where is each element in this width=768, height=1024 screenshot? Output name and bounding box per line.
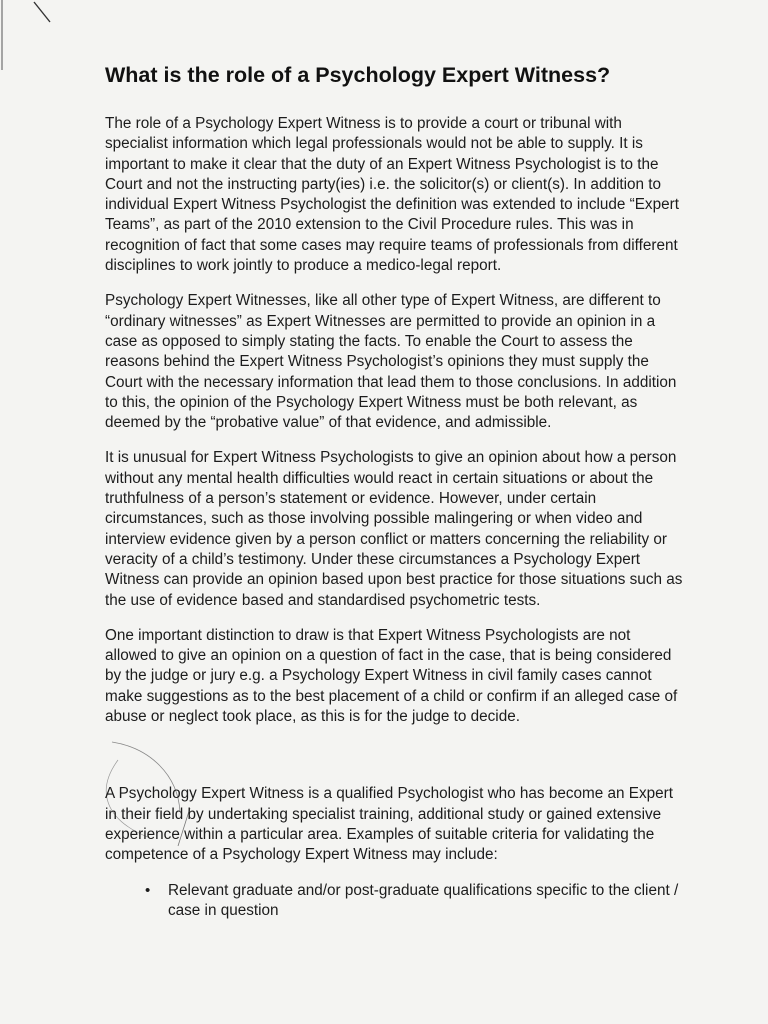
criteria-list [105,881,685,922]
paragraph-opinion-vs-facts: Psychology Expert Witnesses, like all other type of Expert Witness, are different to “ordinary witnesses” as Expert Witnesses are permitted to provide an opinion in a case as opposed to simply stating the facts. To enable the Court to assess the reasons behind the Expert Witness Psychologist’s opinions they must supply the Court with the necessary information that lead them to those conclusions. In addition to this, the opinion of the Psychology Expert Witness must be both relevant, as deemed by the “probative value” of that evidence, and admissible. [105,292,677,432]
paragraph-role-definition: The role of a Psychology Expert Witness is to provide a court or tribunal with specialist information which legal professionals would not be able to supply. It is important to make it clear that the duty of an Expert Witness Psychologist is to the Court and not the instructing party(ies) i.e. the solicitor(s) or client(s). In addition to individual Expert Witness Psychologist the definition was extended to include “Expert Teams”, as part of the 2010 extension to the Civil Procedure rules. This was in recognition of fact that some cases may require teams of professionals from different disciplines to work jointly to produce a medico-legal report. [105,115,679,275]
section-gap [105,742,685,784]
paragraph-unusual-circumstances: It is unusual for Expert Witness Psychologists to give an opinion about how a person without any mental health difficulties would react in certain situations or about the truthfulness of a person’s statement or evidence. However, under certain circumstances, such as those involving possible malingering or when video and interview evidence given by a person conflict or matters concerning the reliability or veracity of a child’s testimony. Under these circumstances a Psychology Expert Witness can provide an opinion based upon best practice for those situations such as the use of evidence based and standardised psychometric tests. [105,449,683,609]
list-item-text: Relevant graduate and/or post-graduate qualifications specific to the client / case in question [168,881,679,919]
page-title: What is the role of a Psychology Expert Witness? [105,63,611,87]
paragraph-qualifications: A Psychology Expert Witness is a qualified Psychologist who has become an Expert in their field by undertaking specialist training, additional study or gained extensive experience within a particular area. Examples of suitable criteria for validating the competence of a Psychology Expert Witness may include: [105,785,673,864]
list-item [145,881,685,922]
bullet-icon: • [145,881,151,899]
paragraph-question-of-fact: One important distinction to draw is that Expert Witness Psychologists are not allowed to give an opinion on a question of fact in the case, that is being considered by the judge or jury e.g. a Psychology Expert Witness in civil family cases cannot make suggestions as to the best placement of a child or confirm if an alleged case of abuse or neglect took place, as this is for the judge to decide. [105,626,678,726]
document-page [105,62,685,921]
